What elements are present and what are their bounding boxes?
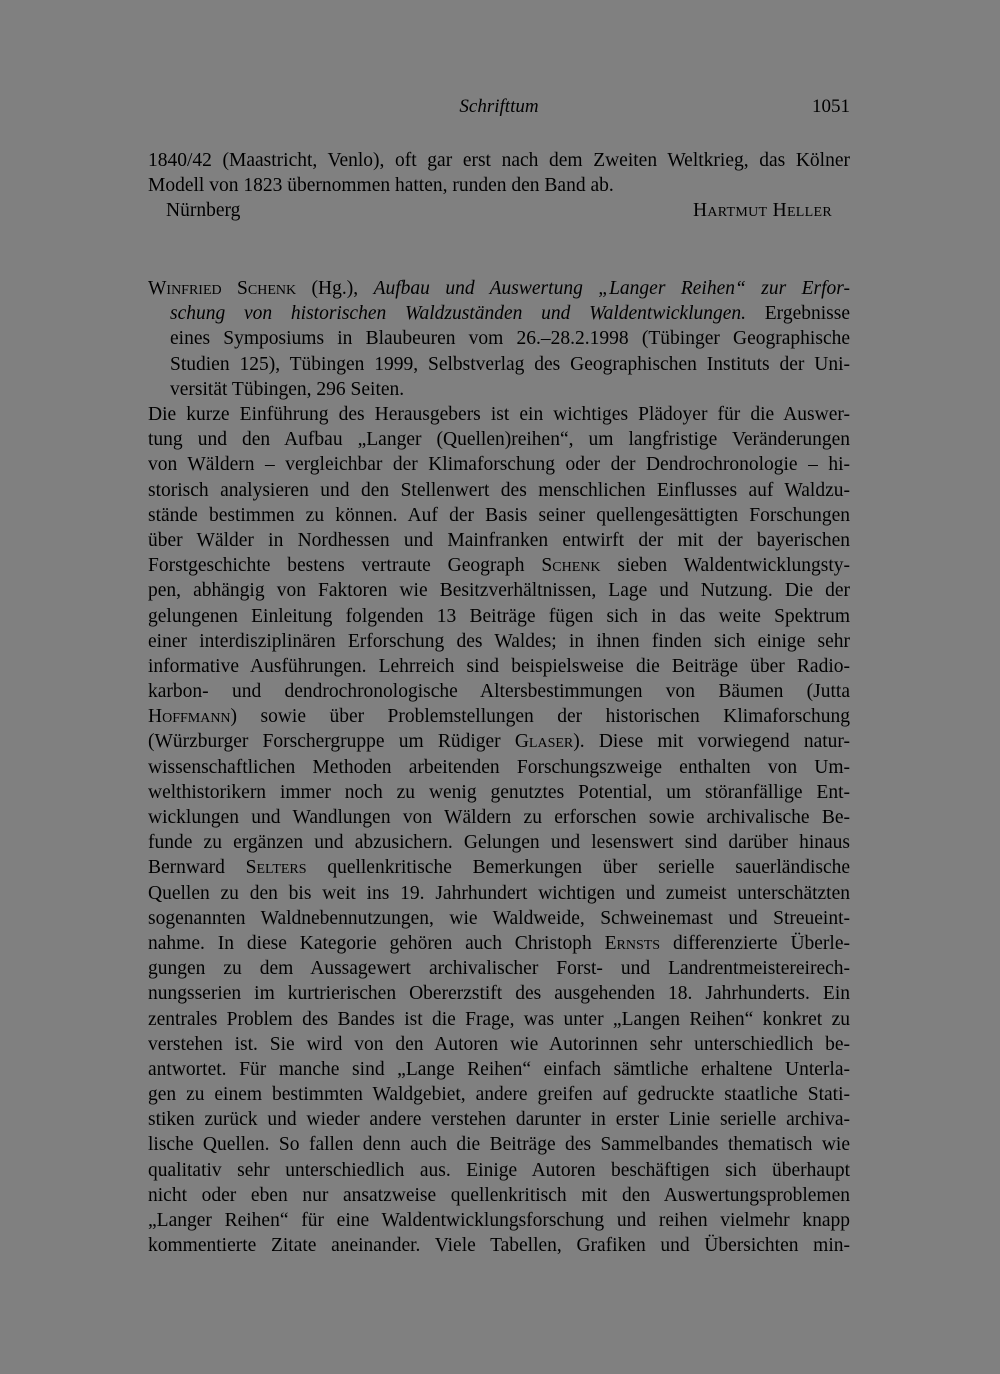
text-line: Die kurze Einführung des Herausgebers ist ein wichtiges Plädoyer für die Auswer- xyxy=(148,404,850,425)
page-number: 1051 xyxy=(812,96,850,117)
text-line: wissenschaftlichen Methoden arbeitenden Forschungszweige enthalten von Um- xyxy=(148,756,850,778)
text-line: gungen zu dem Aussagewert archivalischer Forst- und Landrentmeistereirech- xyxy=(148,958,850,980)
page-header xyxy=(148,94,850,124)
text-line: (Würzburger Forschergruppe um Rüdiger Glaser). Diese mit vorwiegend natur- xyxy=(148,731,850,753)
editor-suffix: (Hg.), xyxy=(296,278,374,299)
text-line: nahme. In diese Kategorie gehören auch Christoph Ernsts differenzierte Überle- xyxy=(148,932,850,954)
review-signature xyxy=(148,198,850,223)
citation-line: versität Tübingen, 296 Seiten. xyxy=(170,378,405,400)
book-title-part2: schung von historischen Waldzuständen und Waldentwicklungen. xyxy=(170,303,747,325)
text-line: nicht oder eben nur ansatzweise quellenkritisch mit den Auswertungsproblemen xyxy=(148,1184,850,1206)
previous-review-ending xyxy=(148,148,850,224)
book-author: Winfried Schenk xyxy=(148,278,297,299)
text-line: lische Quellen. So fallen denn auch die Beiträge des Sammelbandes thematisch wie xyxy=(148,1134,850,1156)
text-line: von Wäldern – vergleichbar der Klimaforschung oder der Dendrochronologie – hi- xyxy=(148,454,850,476)
review-body xyxy=(148,402,850,1258)
text-line: stiken zurück und wieder andere verstehen darunter in erster Linie serielle archiva- xyxy=(148,1109,850,1131)
running-title: Schrifttum xyxy=(459,96,539,117)
text-line: Bernward Selters quellenkritische Bemerkungen über serielle sauerländische xyxy=(148,857,851,879)
text-line: storisch analysieren und den Stellenwert des menschlichen Einflusses auf Waldzu- xyxy=(148,479,850,501)
book-citation xyxy=(148,276,850,402)
text-line: verstehen ist. Sie wird von den Autoren wie Autorinnen sehr unterschiedlich be- xyxy=(148,1033,850,1055)
text-line: Forstgeschichte bestens vertraute Geograph Schenk sieben Waldentwicklungsty- xyxy=(148,555,850,577)
citation-line xyxy=(148,276,850,301)
text-line: pen, abhängig von Faktoren wie Besitzverhältnissen, Lage und Nutzung. Die der xyxy=(148,580,850,602)
citation-line: Studien 125), Tübingen 1999, Selbstverlag des Geographischen Instituts der Uni- xyxy=(170,353,850,375)
text-line: informative Ausführungen. Lehrreich sind beispielsweise die Beiträge über Radio- xyxy=(148,655,850,677)
text-line: Hoffmann) sowie über Problemstellungen der historischen Klimaforschung xyxy=(148,706,850,728)
signature-place: Nürnberg xyxy=(166,200,241,222)
text-line: zentrales Problem des Bandes ist die Frage, was unter „Langen Reihen“ konkret zu xyxy=(148,1008,850,1030)
text-line: gelungenen Einleitung folgenden 13 Beiträge fügen sich in das weite Spektrum xyxy=(148,605,850,627)
text-line: Quellen zu den bis weit ins 19. Jahrhundert wichtigen und zumeist unterschätzten xyxy=(148,882,850,904)
book-title-part1: Aufbau und Auswertung „Langer Reihen“ zur Erfor- xyxy=(373,278,850,299)
text-line: stände bestimmen zu können. Auf der Basis seiner quellengesättigten Forschungen xyxy=(148,504,850,526)
text-line: antwortet. Für manche sind „Lange Reihen“ einfach sämtliche erhaltene Unterla- xyxy=(148,1058,850,1080)
text-line: gen zu einem bestimmten Waldgebiet, andere greifen auf gedruckte staatliche Stati- xyxy=(148,1084,850,1106)
text-line: welthistorikern immer noch zu wenig genutztes Potential, um störanfällige Ent- xyxy=(148,781,850,803)
text-line: sogenannten Waldnebennutzungen, wie Waldweide, Schweinemast und Streueint- xyxy=(148,907,850,929)
signature-reviewer: Hartmut Heller xyxy=(692,200,832,222)
text-line: Modell von 1823 übernommen hatten, runden den Band ab. xyxy=(148,175,614,197)
text-line: funde zu ergänzen und abzusichern. Gelungen und lesenswert sind darüber hinaus xyxy=(148,832,850,854)
citation-line: eines Symposiums in Blaubeuren vom 26.–28.2.1998 (Tübinger Geographische xyxy=(170,328,850,350)
text-line: qualitativ sehr unterschiedlich aus. Einige Autoren beschäftigen sich überhaupt xyxy=(148,1159,850,1181)
citation-line xyxy=(148,301,850,326)
text-line: nungsserien im kurtrierischen Obererzstift des ausgehenden 18. Jahrhunderts. Ein xyxy=(148,983,850,1005)
text-line: einer interdisziplinären Erforschung des Waldes; in ihnen finden sich einige sehr xyxy=(148,630,850,652)
text-line: wicklungen und Wandlungen von Wäldern zu erforschen sowie archivalische Be- xyxy=(148,807,850,828)
text-line: kommentierte Zitate aneinander. Viele Tabellen, Grafiken und Übersichten min- xyxy=(148,1235,850,1257)
text-line: 1840/42 (Maastricht, Venlo), oft gar erst nach dem Zweiten Weltkrieg, das Kölner xyxy=(148,150,850,171)
text-line: karbon- und dendrochronologische Altersbestimmungen von Bäumen (Jutta xyxy=(148,681,850,703)
text-line: über Wälder in Nordhessen und Mainfranken entwirft der mit der bayerischen xyxy=(148,529,850,551)
citation-after-title: Ergebnisse xyxy=(746,303,850,325)
text-line: tung und den Aufbau „Langer (Quellen)reihen“, um langfristige Veränderungen xyxy=(148,429,850,451)
text-line: „Langer Reihen“ für eine Waldentwicklungsforschung und reihen vielmehr knapp xyxy=(148,1210,850,1231)
